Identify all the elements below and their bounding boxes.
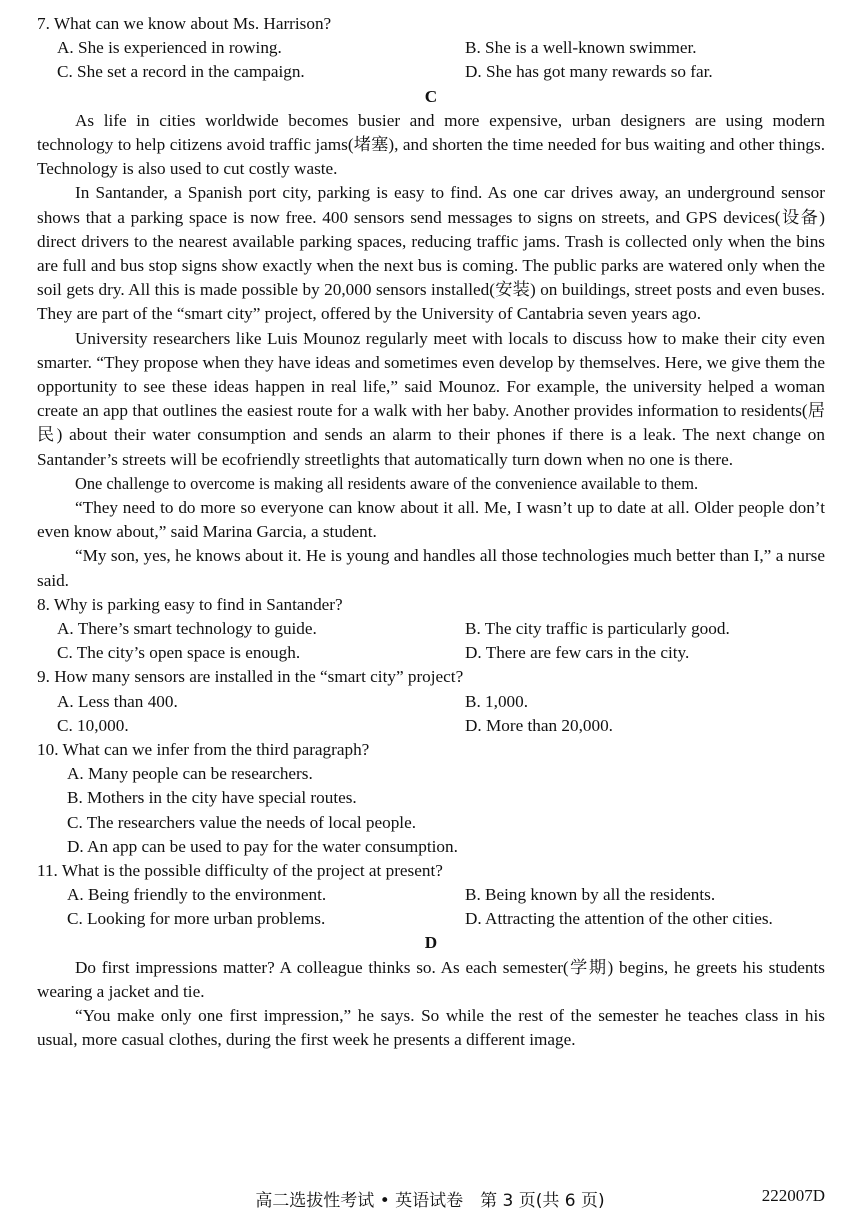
exam-page: [37, 12, 825, 1052]
passage-d-paragraph: “You make only one first impression,” he says. So while the rest of the semester he teaches class in his usual, more casual clothes, during the first week he presents a different image.: [37, 1006, 825, 1050]
passage-c-paragraph: “My son, yes, he knows about it. He is young and handles all those technologies much better than I,” a nurse said.: [37, 546, 825, 590]
section-d-heading: D: [424, 933, 438, 953]
q11-option-b: B. Being known by all the residents.: [465, 885, 716, 905]
q7-option-c: C. She set a record in the campaign.: [57, 62, 305, 82]
footer-code: 222007D: [761, 1186, 825, 1205]
q9-option-d: D. More than 20,000.: [465, 715, 613, 735]
question-9-options-row1: [37, 690, 825, 714]
question-11-options-row2: [37, 907, 825, 931]
section-c-heading: C: [424, 86, 438, 106]
question-9-stem: 9. How many sensors are installed in the “smart city” project?: [37, 667, 464, 687]
question-11-stem: 11. What is the possible difficulty of the project at present?: [37, 860, 443, 880]
q11-option-c: C. Looking for more urban problems.: [67, 909, 326, 929]
q8-option-b: B. The city traffic is particularly good.: [465, 619, 730, 638]
question-7-stem: 7. What can we know about Ms. Harrison?: [37, 14, 332, 33]
q7-option-a: A. She is experienced in rowing.: [57, 38, 282, 58]
q8-option-d: D. There are few cars in the city.: [465, 643, 690, 663]
q11-option-a: A. Being friendly to the environment.: [67, 885, 327, 905]
q8-option-c: C. The city’s open space is enough.: [57, 643, 301, 663]
question-11-options-row1: [37, 883, 825, 907]
passage-c-paragraph: University researchers like Luis Mounoz regularly meet with locals to discuss how to make their city even smarter. “They propose when they have ideas and sometimes even develop by themselves. Here, we give them the opportunity to see these ideas happen in real life,” said Mounoz. For example, the university helped a woman create an app that outlines the easiest route for a walk with her baby. Another provides information to residents(居民) about their water consumption and sends an alarm to their phones if there is a leak. The next change on Santander’s streets will be ecofriendly streetlights that automatically turn down when no one is there.: [37, 328, 825, 469]
q10-option-c: C. The researchers value the needs of local people.: [67, 812, 417, 832]
passage-c-paragraph: In Santander, a Spanish port city, parking is easy to find. As one car drives away, an underground sensor shows that a parking space is now free. 400 sensors send messages to signs on streets, and GPS devices(设备) direct drivers to the nearest available parking spaces, reducing traffic jams. Trash is collected only when the bins are full and bus stop signs show exactly when the next bus is coming. The public parks are watered only when the soil gets dry. All this is made possible by 20,000 sensors installed(安装) on buildings, street posts and even buses. They are part of the “smart city” project, offered by the University of Cantabria seven years ago.: [37, 183, 825, 324]
q10-option-a: A. Many people can be researchers.: [67, 764, 313, 784]
question-7-options-row2: [37, 60, 825, 84]
q11-option-d: D. Attracting the attention of the other cities.: [465, 909, 773, 929]
question-10-stem: 10. What can we infer from the third paragraph?: [37, 739, 370, 759]
q10-option-d: D. An app can be used to pay for the water consumption.: [67, 836, 458, 856]
question-8-options-row2: [37, 641, 825, 665]
footer-title: 高二选拔性考试 • 英语试卷 第 3 页(共 6 页): [255, 1191, 605, 1211]
q10-option-b: B. Mothers in the city have special routes.: [67, 788, 357, 808]
q7-option-d: D. She has got many rewards so far.: [465, 62, 713, 82]
q9-option-a: A. Less than 400.: [57, 691, 178, 711]
passage-d-paragraph: Do first impressions matter? A colleague thinks so. As each semester(学期) begins, he greets his students wearing a jacket and tie.: [37, 957, 825, 1001]
question-8-stem: 8. Why is parking easy to find in Santander?: [37, 594, 343, 614]
passage-c-paragraph: “They need to do more so everyone can know about it all. Me, I wasn’t up to date at all. Older people don’t even know about,” said Marina Garcia, a student.: [37, 498, 825, 542]
question-9-options-row2: [37, 714, 825, 738]
q9-option-b: B. 1,000.: [465, 691, 529, 711]
passage-c-paragraph: As life in cities worldwide becomes busier and more expensive, urban designers are using modern technology to help citizens avoid traffic jams(堵塞), and shorten the time needed for bus waiting and other things. Technology is also used to cut costly waste.: [37, 110, 825, 179]
q9-option-c: C. 10,000.: [57, 715, 129, 735]
question-7-options-row1: [37, 36, 825, 60]
question-8-options-row1: [37, 617, 825, 641]
q8-option-a: A. There’s smart technology to guide.: [57, 619, 317, 638]
passage-c-paragraph: One challenge to overcome is making all residents aware of the convenience available to them.: [75, 473, 699, 493]
page-footer: [0, 1186, 860, 1210]
q7-option-b: B. She is a well-known swimmer.: [465, 38, 697, 58]
